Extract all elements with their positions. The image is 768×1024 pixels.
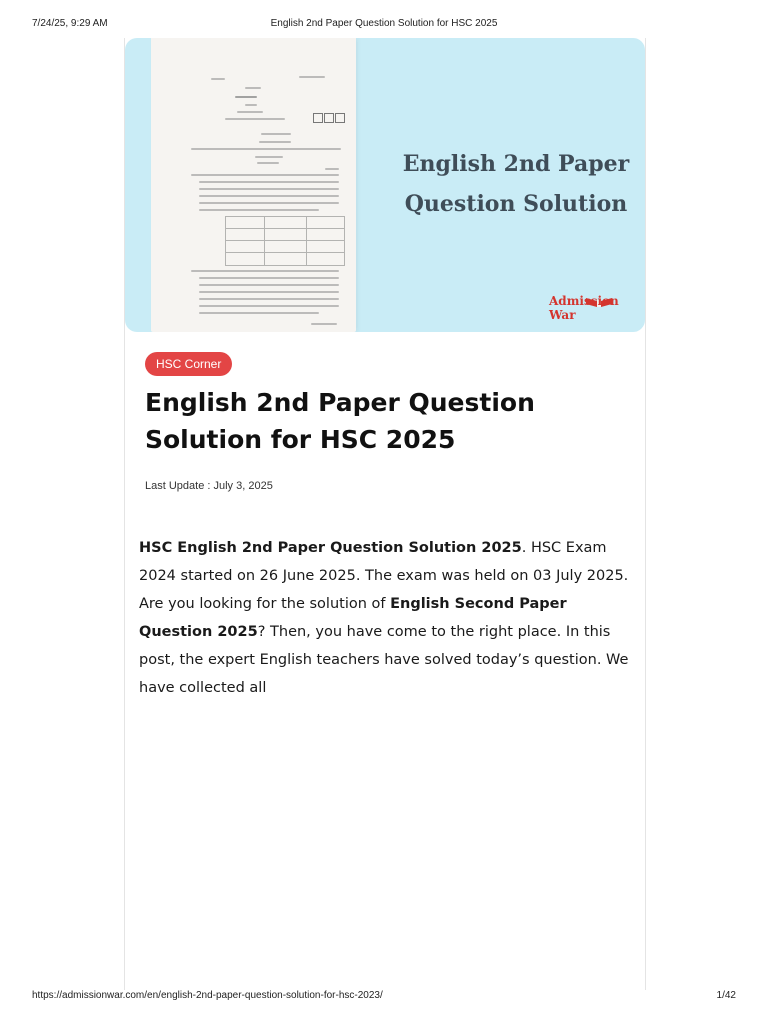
category-badge[interactable]: HSC Corner bbox=[145, 352, 232, 376]
article-card bbox=[124, 38, 646, 990]
article-paragraph bbox=[139, 534, 629, 702]
body-text-1: . HSC Exam 2024 started on 26 June 2025. The exam was held on 03 July 2025. Are you looking for the solution of bbox=[139, 540, 629, 612]
question-paper-image bbox=[151, 38, 356, 332]
print-document-title: English 2nd Paper Question Solution for HSC 2025 bbox=[270, 18, 498, 29]
post-title: English 2nd Paper Question Solution for HSC 2025 bbox=[145, 388, 535, 454]
print-header bbox=[32, 18, 736, 32]
print-footer bbox=[32, 990, 736, 1004]
brand-name: Admission War bbox=[549, 294, 619, 322]
hero-title: English 2nd Paper Question Solution bbox=[402, 151, 630, 217]
body-text-2: ? Then, you have come to the right place. In this post, the expert English teachers have solved today’s question. We have collected all bbox=[139, 624, 629, 696]
featured-image bbox=[125, 38, 645, 332]
bold-keyword: English Second Paper Question 2025 bbox=[139, 596, 567, 640]
page-number: 1/42 bbox=[716, 990, 736, 1001]
print-datetime: 7/24/25, 9:29 AM bbox=[32, 18, 108, 29]
page-url: https://admissionwar.com/en/english-2nd-paper-question-solution-for-hsc-2023/ bbox=[32, 990, 383, 1001]
lead-bold-text: HSC English 2nd Paper Question Solution 2025 bbox=[139, 540, 522, 556]
last-update: Last Update : July 3, 2025 bbox=[145, 480, 273, 492]
